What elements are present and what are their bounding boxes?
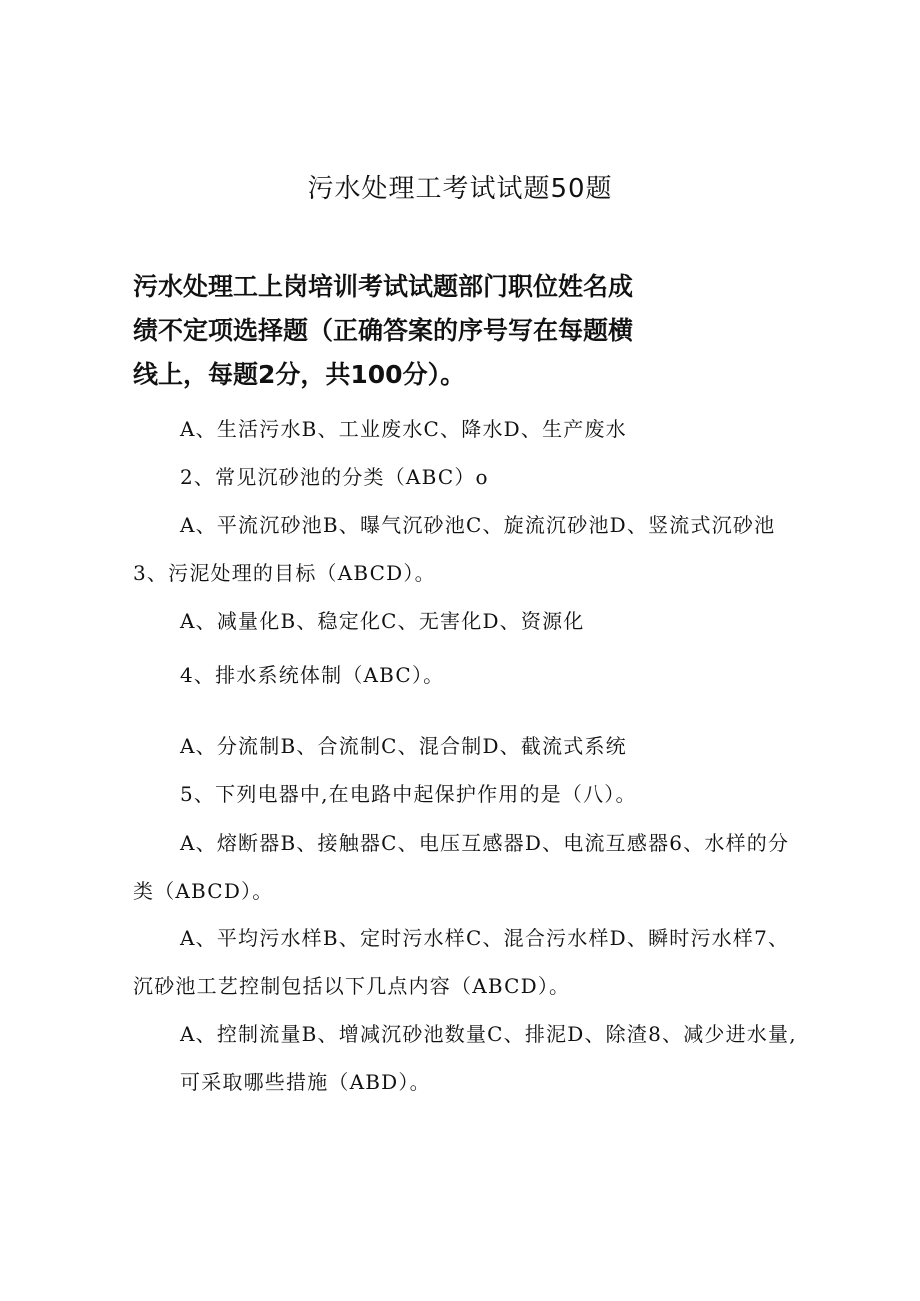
question-4: 4、排水系统体制（ABC）。 xyxy=(180,663,445,687)
answer-options: A、控制流量B、增减沉砂池数量C、排泥D、除渣8、减少进水量,可采取哪些措施（ABD）。 xyxy=(180,1022,797,1094)
answer-options: A、分流制B、合流制C、混合制D、截流式系统 xyxy=(180,734,627,758)
answer-options: A、熔断器B、接触器C、电压互感器D、电流互感器6、水样的分类（ABCD）。 xyxy=(133,831,790,903)
question-2: 2、常见沉砂池的分类（ABC）o xyxy=(180,465,489,489)
answer-options: A、平流沉砂池B、曝气沉砂池C、旋流沉砂池D、竖流式沉砂池3、污泥处理的目标（ABCD）。 xyxy=(133,513,776,585)
answer-options: A、生活污水B、工业废水C、降水D、生产废水 xyxy=(180,417,627,441)
answer-options: A、减量化B、稳定化C、无害化D、资源化 xyxy=(180,609,585,633)
exam-intro: 污水处理工上岗培训考试试题部门职位姓名成绩不定项选择题（正确答案的序号写在每题横线上，每题2分，共100分）。 xyxy=(133,272,634,389)
document-title: 污水处理工考试试题50题 xyxy=(307,174,613,204)
question-5: 5、下列电器中,在电路中起保护作用的是（八）。 xyxy=(180,782,637,806)
answer-options: A、平均污水样B、定时污水样C、混合污水样D、瞬时污水样7、沉砂池工艺控制包括以下几点内容（ABCD）。 xyxy=(133,926,790,998)
